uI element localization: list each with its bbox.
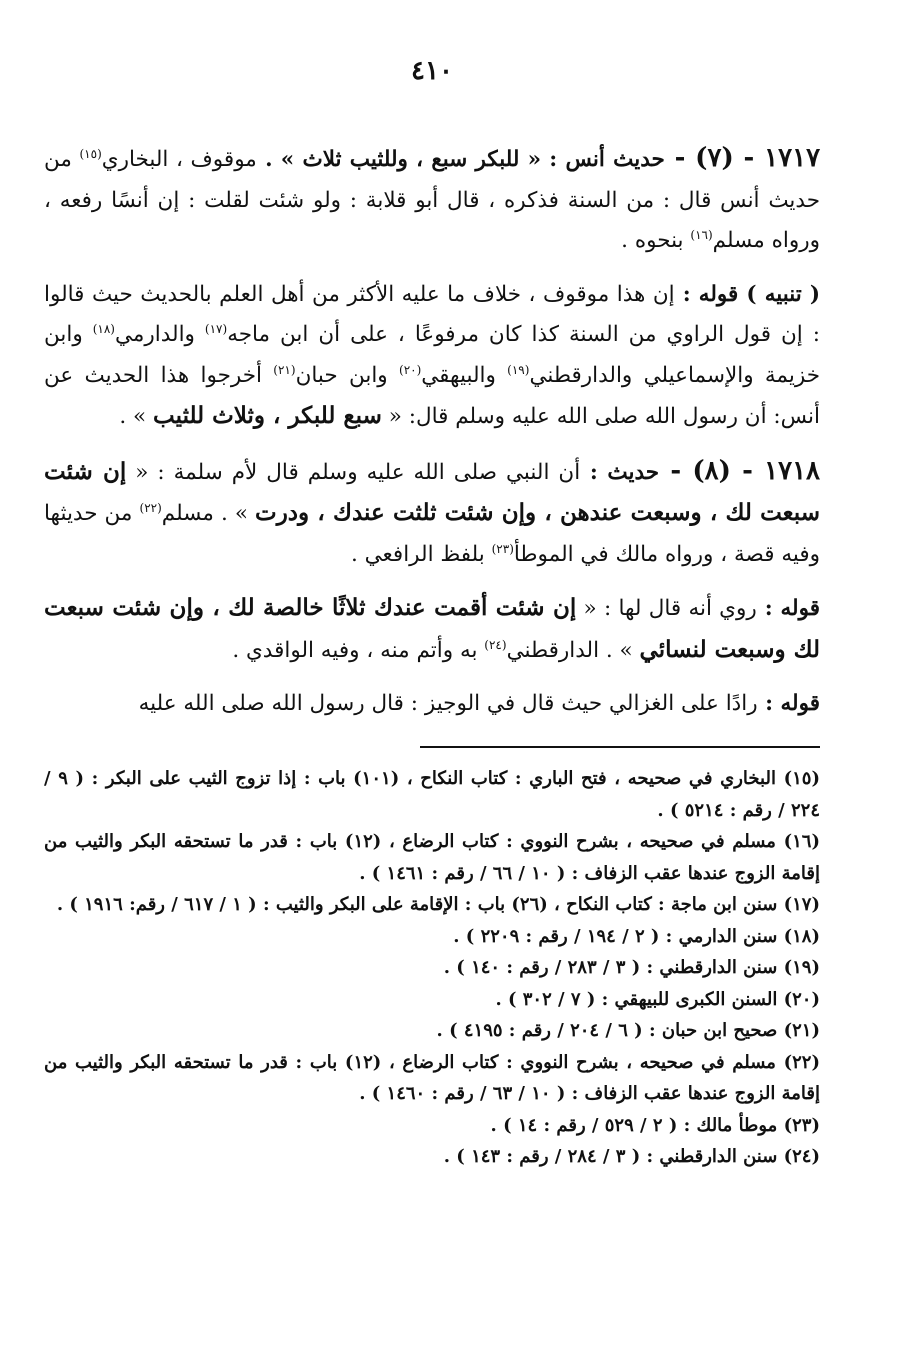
footnote-ref: (٢٠) bbox=[399, 362, 422, 377]
text-run: وابن حبان bbox=[295, 362, 399, 388]
text-run: أن النبي صلى الله عليه وسلم قال لأم سلمة : « bbox=[126, 459, 581, 485]
footnote-item bbox=[44, 984, 820, 1016]
text-run: أخرجوا هذا الحديث عن أنس: أن رسول الله صلى الله عليه وسلم قال: « bbox=[44, 362, 820, 429]
footnote-item bbox=[44, 889, 820, 921]
text-run: » . مسلم bbox=[161, 501, 256, 526]
text-run: إن هذا موقوف ، خلاف ما عليه الأكثر من أهل العلم بالحديث حيث قالوا : إن قول الراوي من السنة كذا كان مرفوعًا ، على أن ابن ماجه bbox=[44, 281, 820, 347]
footnote-text: مسلم في صحيحه ، بشرح النووي : كتاب الرضاع ، (١٢) باب : قدر ما تستحقه البكر والثيب من إقامة الزوج عندها عقب الزفاف : ( ١٠ / ٦٦ / رقم : ١٤٦١ ) . bbox=[44, 831, 820, 884]
document-page bbox=[44, 50, 820, 1350]
text-run: » . bbox=[119, 404, 154, 429]
paragraph-p-tanbih bbox=[44, 275, 820, 438]
emphasized-text: إن شئت سبعت لك ، وسبعت عندهن ، وإن شئت ثلثت عندك ، ودرت bbox=[44, 457, 820, 526]
emphasized-text: قوله : bbox=[756, 596, 820, 621]
text-run: والدارمي bbox=[114, 322, 205, 347]
main-text bbox=[44, 138, 820, 738]
footnote-item bbox=[44, 1047, 820, 1110]
footnote-ref: (١٩) bbox=[507, 362, 530, 377]
footnote-number: (١٥) bbox=[783, 768, 820, 789]
paragraph-p-qawluhu2 bbox=[44, 684, 820, 725]
footnote-number: (١٧) bbox=[783, 894, 820, 915]
paragraph-p-qawluhu1 bbox=[44, 588, 820, 671]
text-run: والبيهقي bbox=[421, 362, 508, 388]
footnote-number: (١٦) bbox=[783, 831, 820, 852]
footnote-ref: (٢٢) bbox=[139, 500, 162, 515]
hadith-number: ١٧١٨ - (٨) - bbox=[659, 455, 820, 486]
footnote-number: (٢١) bbox=[783, 1020, 820, 1041]
footnote-number: (١٨) bbox=[783, 925, 820, 947]
footnote-number: (٢٢) bbox=[783, 1051, 820, 1073]
footnotes bbox=[44, 763, 820, 1173]
hadith-number: ١٧١٧ - (٧) - bbox=[664, 143, 821, 173]
text-run: من حديثها وفيه قصة ، ورواه مالك في الموطأ bbox=[44, 501, 820, 567]
emphasized-text: حديث : bbox=[580, 459, 660, 485]
footnote-item bbox=[44, 1015, 820, 1047]
footnote-item bbox=[44, 921, 820, 953]
footnote-text: سنن الدارمي : ( ٢ / ١٩٤ / رقم : ٢٢٠٩ ) . bbox=[453, 925, 784, 947]
footnote-ref: (٢١) bbox=[273, 362, 296, 377]
footnote-item bbox=[44, 952, 820, 984]
footnote-number: (٢٠) bbox=[783, 988, 820, 1010]
footnote-text: سنن الدارقطني : ( ٣ / ٢٨٤ / رقم : ١٤٣ ) . bbox=[443, 1146, 784, 1167]
footnote-text: البخاري في صحيحه ، فتح الباري : كتاب النكاح ، (١٠١) باب : إذا تزوج الثيب على البكر : ( ٩ / ٢٢٤ / رقم : ٥٢١٤ ) . bbox=[44, 768, 820, 821]
footnote-item bbox=[44, 763, 820, 826]
footnote-ref: (١٧) bbox=[204, 321, 228, 336]
emphasized-text: ( تنبيه ) قوله : bbox=[674, 281, 820, 307]
footnote-text: مسلم في صحيحه ، بشرح النووي : كتاب الرضاع ، (١٢) باب : قدر ما تستحقه البكر والثيب من إقامة الزوج عندها عقب الزفاف : ( ١٠ / ٦٣ / رقم : ١٤٦٠ ) . bbox=[44, 1051, 820, 1104]
text-run: به وأتم منه ، وفيه الواقدي . bbox=[232, 637, 485, 663]
paragraph-p1718 bbox=[44, 451, 820, 576]
footnote-ref: (١٦) bbox=[690, 227, 713, 242]
footnote-item bbox=[44, 826, 820, 889]
text-run: رادًا على الغزالي حيث قال في الوجيز : قال رسول الله صلى الله عليه bbox=[138, 691, 758, 716]
footnote-item bbox=[44, 1141, 820, 1173]
text-run: موقوف ، البخاري bbox=[101, 147, 257, 172]
emphasized-text: إن شئت أقمت عندك ثلاثًا خالصة لك ، وإن شئت سبعت لك وسبعت لنسائي bbox=[44, 594, 820, 663]
footnote-item bbox=[44, 1110, 820, 1142]
text-run: بلفظ الرافعي . bbox=[350, 541, 492, 567]
emphasized-text: حديث أنس : « للبكر سبع ، وللثيب ثلاث » . bbox=[256, 147, 665, 172]
text-run: بنحوه . bbox=[621, 228, 691, 253]
footnote-separator bbox=[420, 746, 820, 748]
footnote-ref: (١٥) bbox=[79, 146, 102, 161]
footnote-text: السنن الكبرى للبيهقي : ( ٧ / ٣٠٢ ) . bbox=[495, 988, 784, 1010]
footnote-number: (٢٤) bbox=[783, 1146, 820, 1167]
footnote-text: سنن ابن ماجة : كتاب النكاح ، (٢٦) باب : الإقامة على البكر والثيب : ( ١ / ٦١٧ / رقم: ١٩١٦ ) . bbox=[56, 894, 784, 915]
footnote-ref: (٢٤) bbox=[484, 637, 507, 652]
footnote-ref: (٢٣) bbox=[491, 541, 514, 556]
text-run: » . الدارقطني bbox=[506, 637, 640, 663]
footnote-number: (١٩) bbox=[783, 957, 820, 978]
footnote-text: سنن الدارقطني : ( ٣ / ٢٨٣ / رقم : ١٤٠ ) . bbox=[443, 957, 784, 978]
text-run: وابن خزيمة والإسماعيلي والدارقطني bbox=[44, 322, 820, 388]
text-run: من حديث أنس قال : من السنة فذكره ، قال أبو قلابة : ولو شئت لقلت : إن أنسًا رفعه ، ورواه مسلم bbox=[44, 147, 820, 253]
emphasized-text: قوله : bbox=[757, 691, 820, 716]
footnote-number: (٢٣) bbox=[783, 1114, 820, 1136]
footnote-text: صحيح ابن حبان : ( ٦ / ٢٠٤ / رقم : ٤١٩٥ ) . bbox=[436, 1020, 784, 1041]
footnote-text: موطأ مالك : ( ٢ / ٥٢٩ / رقم : ١٤ ) . bbox=[490, 1114, 784, 1136]
footnote-ref: (١٨) bbox=[92, 321, 115, 336]
paragraph-p1717 bbox=[44, 138, 820, 262]
page-number: ٤١٠ bbox=[411, 56, 453, 86]
text-run: روي أنه قال لها : « bbox=[576, 596, 757, 621]
emphasized-text: سبع للبكر ، وثلاث للثيب bbox=[153, 402, 382, 429]
